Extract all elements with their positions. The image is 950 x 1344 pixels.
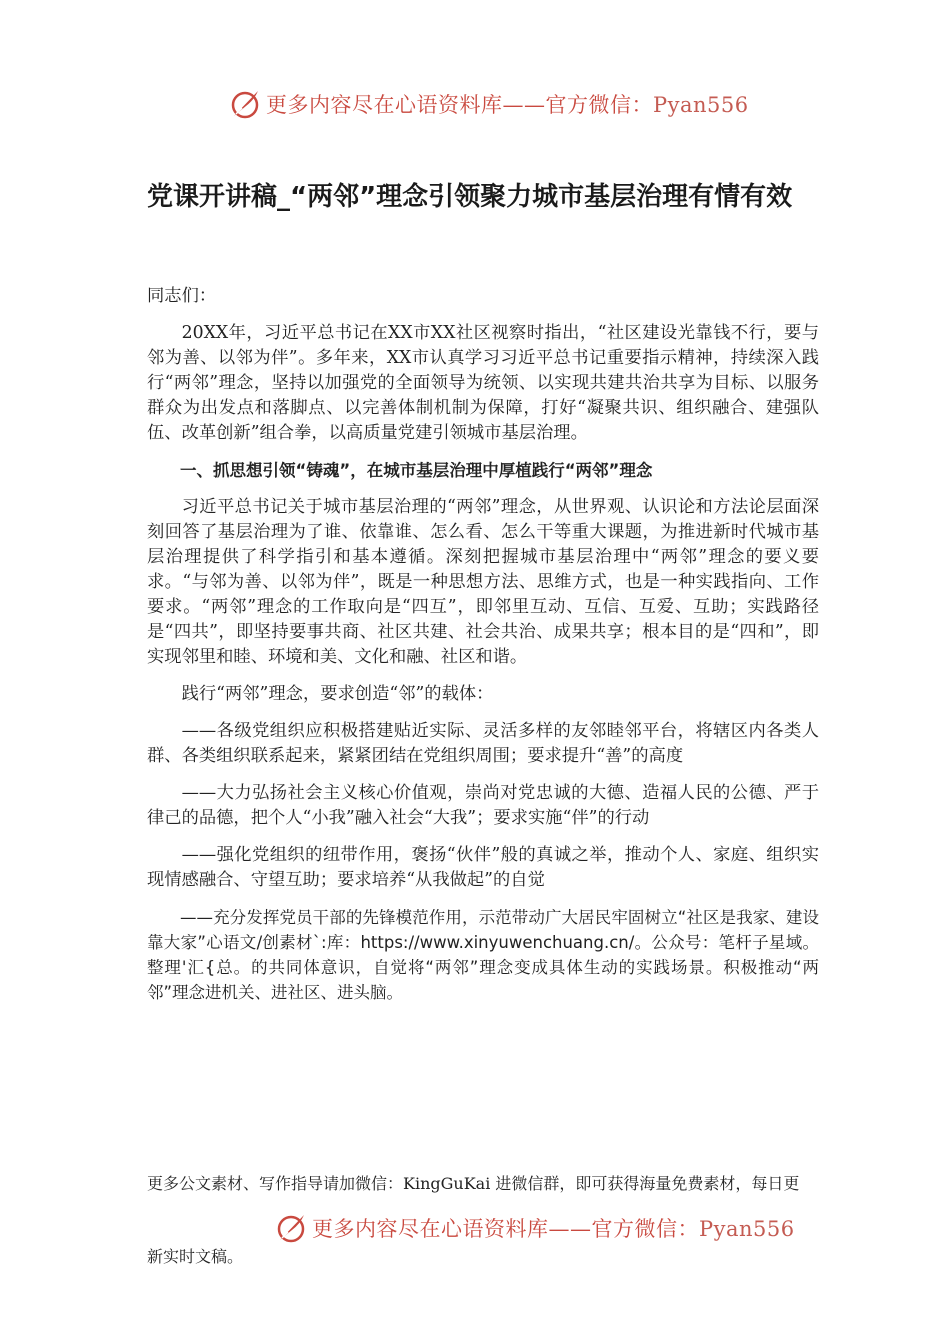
paragraph-liangling: 习近平总书记关于城市基层治理的“两邻”理念，从世界观、认识论和方法论层面深刻回答了基层治理为了谁、依靠谁、怎么看、怎么干等重大课题，为推进新时代城市基层治理提供了科学指引和基本遵循。深刻把握城市基层治理中“两邻”理念的要义要求。“与邻为善、以邻为伴”，既是一种思想方法、思维方式，也是一种实践指向、工作要求。“两邻”理念的工作取向是“四互”，即邻里互动、互信、互爱、互助；实践路径是“四共”，即坚持要事共商、社区共建、社会共治、成果共享；根本目的是“四和”，即实现邻里和睦、环境和美、文化和融、社区和谐。 (147, 497, 819, 667)
paragraph-intro: 20XX年，习近平总书记在XX市XX社区视察时指出，“社区建设光靠钱不行，要与邻为善、以邻为伴”。多年来，XX市认真学习习近平总书记重要指示精神，持续深入践行“两邻”理念，坚持以加强党的全面领导为统领、以实现共建共治共享为目标、以服务群众为出发点和落脚点、以完善体制机制为保障，打好“凝聚共识、组织融合、建强队伍、改革创新”组合拳，以高质量党建引领城市基层治理。 (147, 323, 819, 443)
footer-promo: 更多公文素材、写作指导请加微信：KingGuKai 进微信群，即可获得海量免费素材，每日更 (147, 1174, 800, 1193)
document-title: 党课开讲稿_“两邻”理念引领聚力城市基层治理有情有效 (147, 182, 793, 212)
paragraph-dash-4: ——充分发挥党员干部的先锋模范作用，示范带动广大居民牢固树立“社区是我家、建设靠大家”心语文/创素材`:库：https://www.xinyuwenchuang.cn/。公众号：笔杆子星域。整理'汇{总。的共同体意识，自觉将“两邻”理念变成具体生动的实践场景。积极推动“两邻”理念进机关、进社区、进头脑。 (147, 908, 819, 1002)
paragraph-dash-3: ——强化党组织的纽带作用，褒扬“伙伴”般的真诚之举，推动个人、家庭、组织实现情感融合、守望互助；要求培养“从我做起”的自觉 (147, 845, 819, 890)
document-body (147, 284, 819, 1017)
quill-logo-icon (274, 1210, 310, 1246)
greeting: 同志们： (147, 286, 217, 306)
paragraph-dash-1: ——各级党组织应积极搭建贴近实际、灵活多样的友邻睦邻平台，将辖区内各类人群、各类组织联系起来，紧紧团结在党组织周围；要求提升“善”的高度 (147, 721, 819, 766)
watermark-banner-top (228, 84, 749, 124)
quill-logo-icon (228, 86, 264, 122)
watermark-banner-bottom (274, 1208, 795, 1248)
banner-text-bottom: 更多内容尽在心语资料库——官方微信：Pyan556 (312, 1217, 795, 1241)
footer-promo-continued: 新实时文稿。 (147, 1247, 244, 1266)
banner-text: 更多内容尽在心语资料库——官方微信：Pyan556 (266, 93, 749, 117)
paragraph-carrier: 践行“两邻”理念，要求创造“邻”的载体： (181, 684, 494, 704)
paragraph-dash-2: ——大力弘扬社会主义核心价值观，崇尚对党忠诚的大德、造福人民的公德、严于律己的品德，把个人“小我”融入社会“大我”；要求实施“伴”的行动 (147, 783, 819, 828)
section-heading-1: 一、抓思想引领“铸魂”，在城市基层治理中厚植践行“两邻”理念 (180, 461, 653, 480)
